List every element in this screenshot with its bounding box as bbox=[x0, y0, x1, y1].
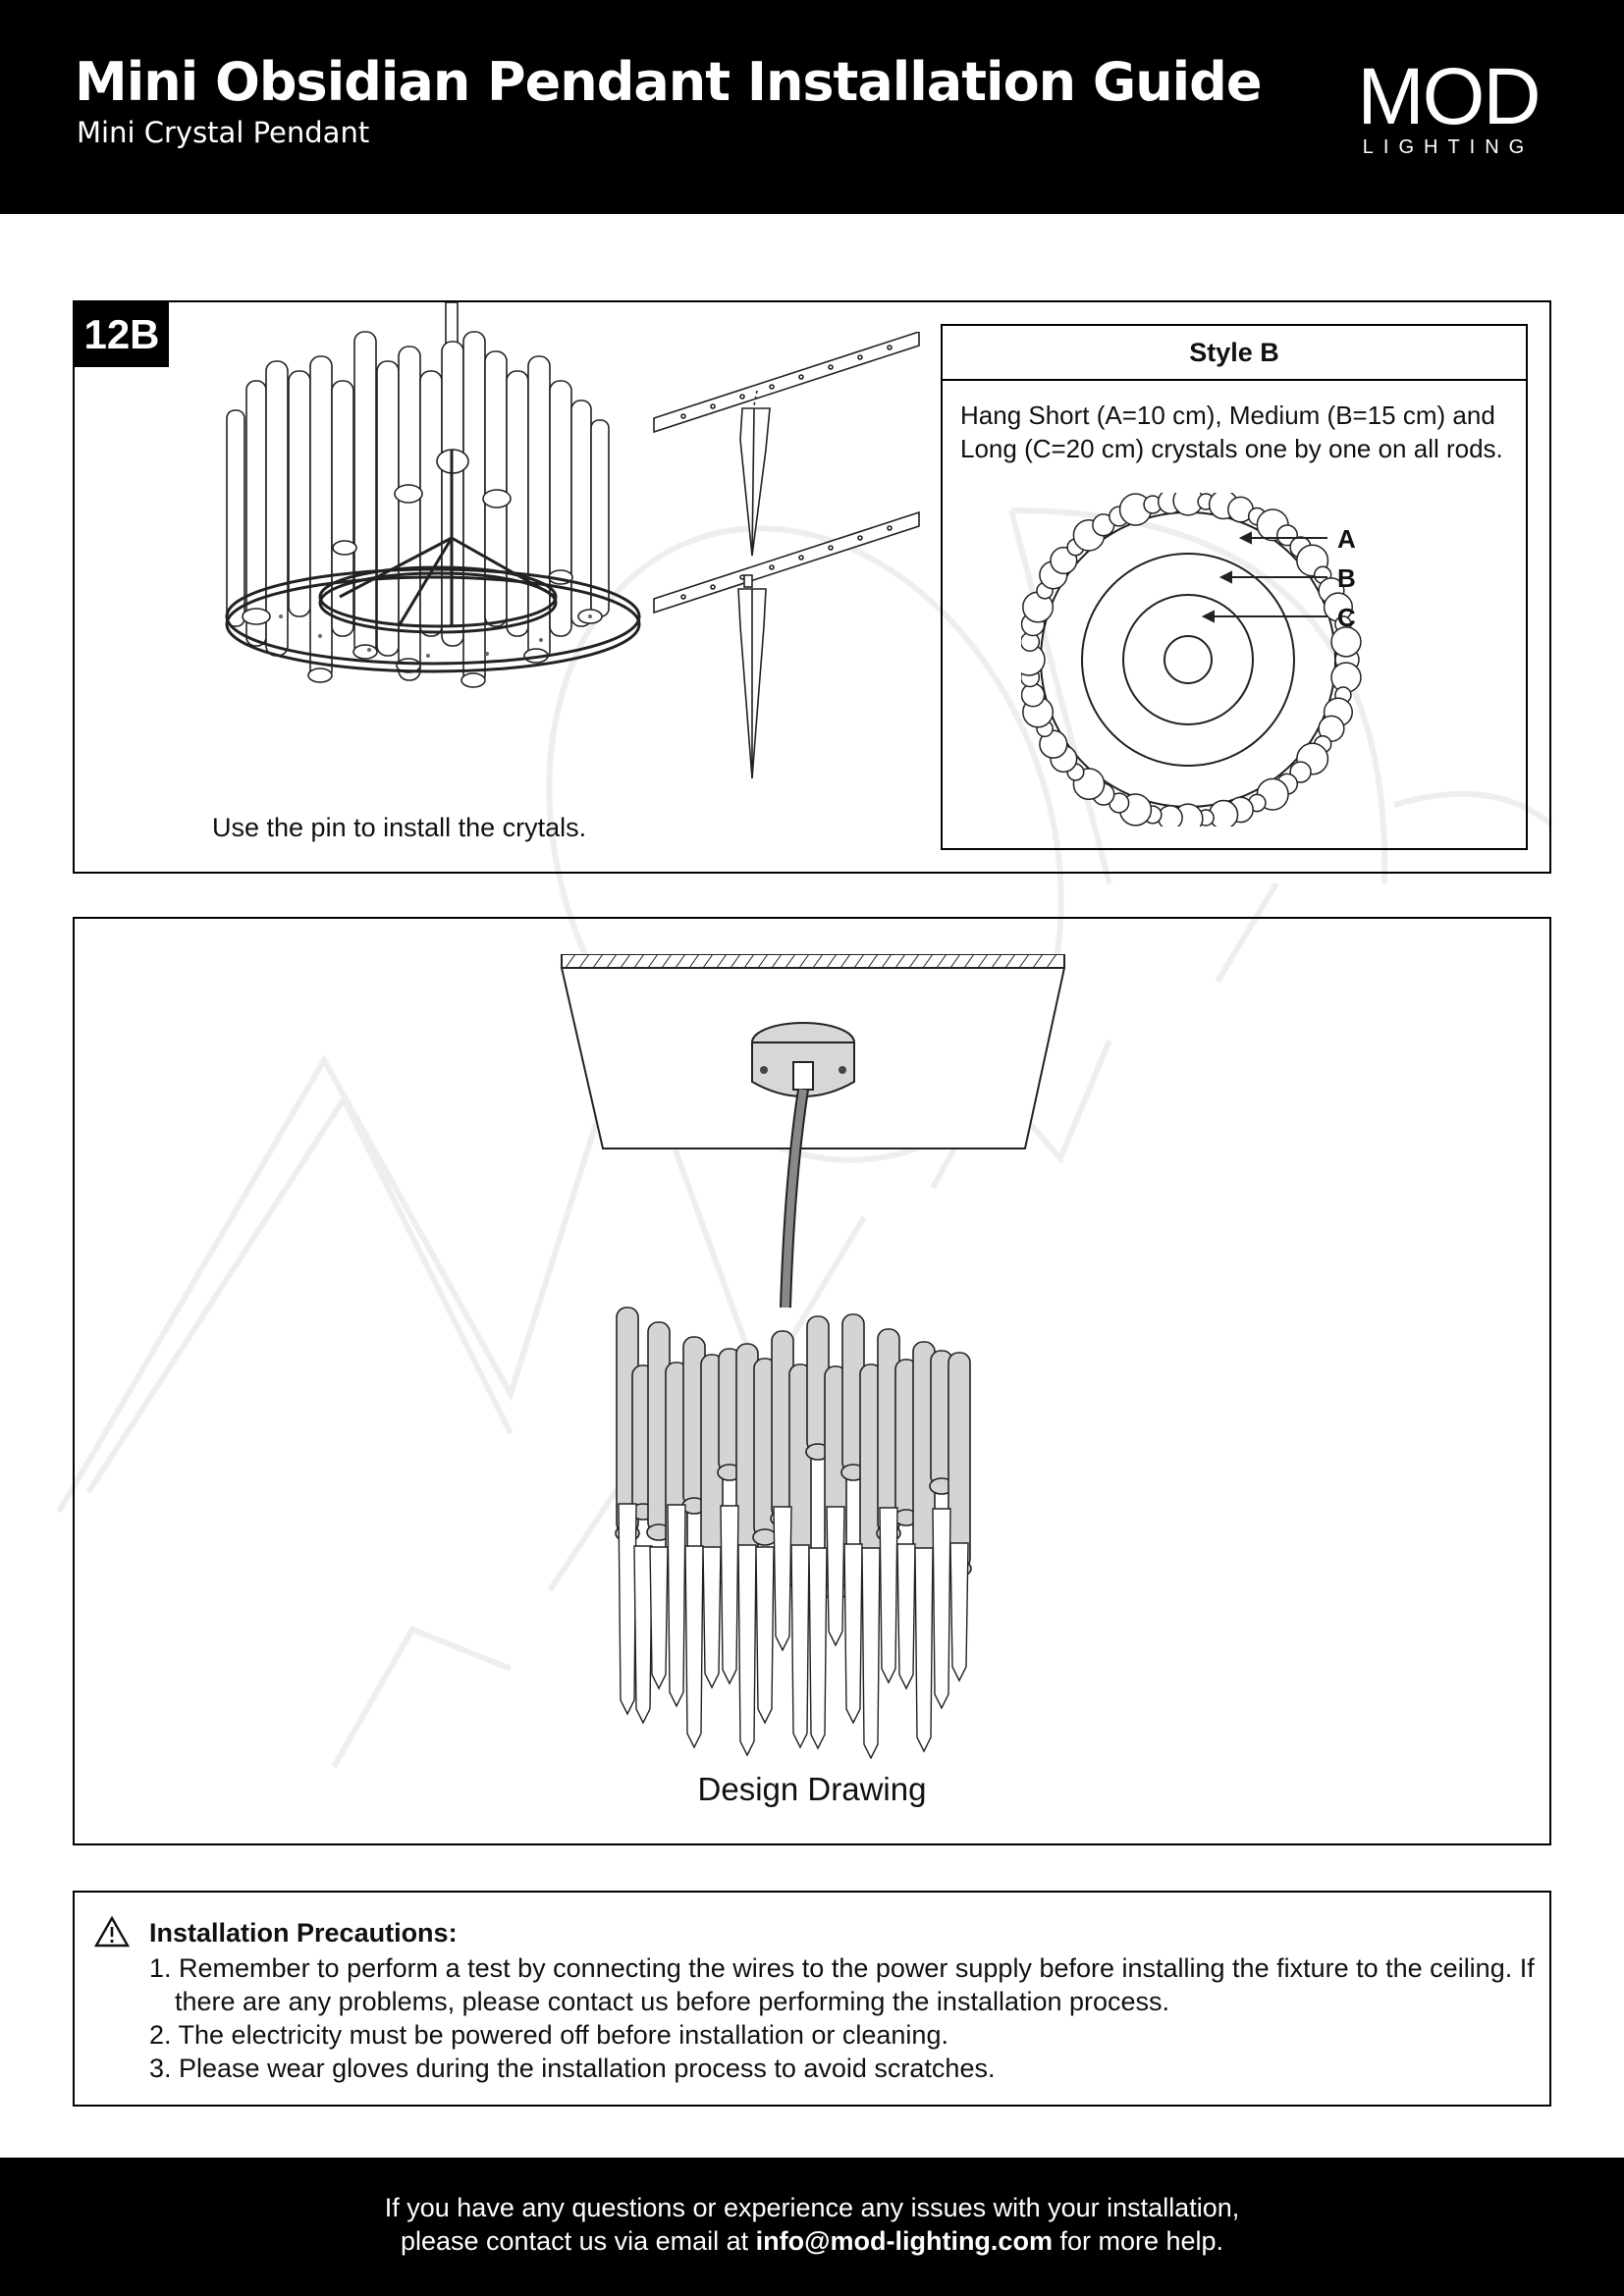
mod-lighting-logo bbox=[1326, 55, 1571, 163]
crystal-bead bbox=[1021, 683, 1044, 706]
hanging-crystal bbox=[897, 1544, 915, 1688]
ring-diagram bbox=[1021, 493, 1453, 827]
support-email-link[interactable]: info@mod-lighting.com bbox=[755, 2226, 1053, 2256]
hanging-crystal bbox=[862, 1548, 880, 1758]
page-subtitle: Mini Crystal Pendant bbox=[77, 116, 370, 149]
footer-line-2 bbox=[0, 2224, 1624, 2258]
pendant-rod bbox=[948, 1353, 970, 1569]
ring-label-b: B bbox=[1337, 563, 1356, 593]
crystal-pin-detail bbox=[644, 332, 929, 842]
hanging-crystal bbox=[933, 1509, 950, 1708]
hanging-crystal bbox=[809, 1548, 827, 1748]
hanging-crystal bbox=[950, 1543, 968, 1681]
page-footer bbox=[0, 2158, 1624, 2296]
style-b-box bbox=[941, 324, 1528, 850]
hanging-crystal bbox=[827, 1507, 844, 1645]
rod-end bbox=[753, 1529, 777, 1545]
logo-main: MOD bbox=[1357, 55, 1540, 141]
chandelier-frame-illustration bbox=[202, 302, 654, 803]
hanging-crystal bbox=[738, 1545, 756, 1755]
hanging-crystal bbox=[721, 1506, 738, 1683]
hanging-crystal bbox=[774, 1507, 791, 1650]
precautions-heading: Installation Precautions: bbox=[149, 1918, 458, 1948]
page-header bbox=[0, 0, 1624, 214]
warning-icon bbox=[94, 1916, 130, 1948]
installed-pendant-illustration bbox=[546, 954, 1076, 1759]
page-title: Mini Obsidian Pendant Installation Guide bbox=[75, 51, 1262, 113]
step-badge: 12B bbox=[75, 302, 169, 367]
hanging-crystal bbox=[685, 1546, 703, 1747]
footer-line-1: If you have any questions or experience any issues with your installation, bbox=[384, 2193, 1240, 2222]
pin-caption: Use the pin to install the crytals. bbox=[212, 813, 587, 842]
hanging-crystal bbox=[791, 1545, 809, 1747]
hanging-crystal bbox=[650, 1547, 668, 1688]
ring-label-c: C bbox=[1337, 603, 1356, 632]
footer-line-2-prefix: please contact us via email at bbox=[400, 2226, 756, 2256]
hanging-crystal bbox=[668, 1505, 685, 1706]
hanging-crystal bbox=[880, 1508, 897, 1682]
style-description: Hang Short (A=10 cm), Medium (B=15 cm) and Long (C=20 cm) crystals one by one on all rods. bbox=[960, 400, 1503, 463]
step-panel bbox=[73, 300, 1551, 874]
design-drawing-panel bbox=[73, 917, 1551, 1845]
hanging-crystal bbox=[703, 1547, 721, 1687]
crystal-bead bbox=[1210, 800, 1238, 827]
hanging-crystal bbox=[915, 1548, 933, 1751]
precaution-item: 3. Please wear gloves during the installation process to avoid scratches. bbox=[149, 2054, 996, 2083]
design-caption: Design Drawing bbox=[697, 1771, 927, 1807]
hanging-crystal bbox=[619, 1504, 636, 1714]
style-title: Style B bbox=[943, 326, 1526, 381]
hanging-crystal bbox=[756, 1547, 774, 1723]
precaution-item: 1. Remember to perform a test by connecting the wires to the power supply before installing the fixture to the ceiling. If there are any problems, please contact us before performing the installation process. bbox=[149, 1953, 1535, 2016]
precautions-list bbox=[149, 1951, 1543, 2085]
footer-line-2-suffix: for more help. bbox=[1052, 2226, 1224, 2256]
hanging-crystal bbox=[634, 1546, 652, 1723]
precaution-item: 2. The electricity must be powered off before installation or cleaning. bbox=[149, 2020, 948, 2050]
ring-label-a: A bbox=[1337, 524, 1356, 554]
logo-sub: LIGHTING bbox=[1362, 136, 1535, 158]
hanging-crystal bbox=[844, 1544, 862, 1723]
precautions-panel bbox=[73, 1891, 1551, 2107]
